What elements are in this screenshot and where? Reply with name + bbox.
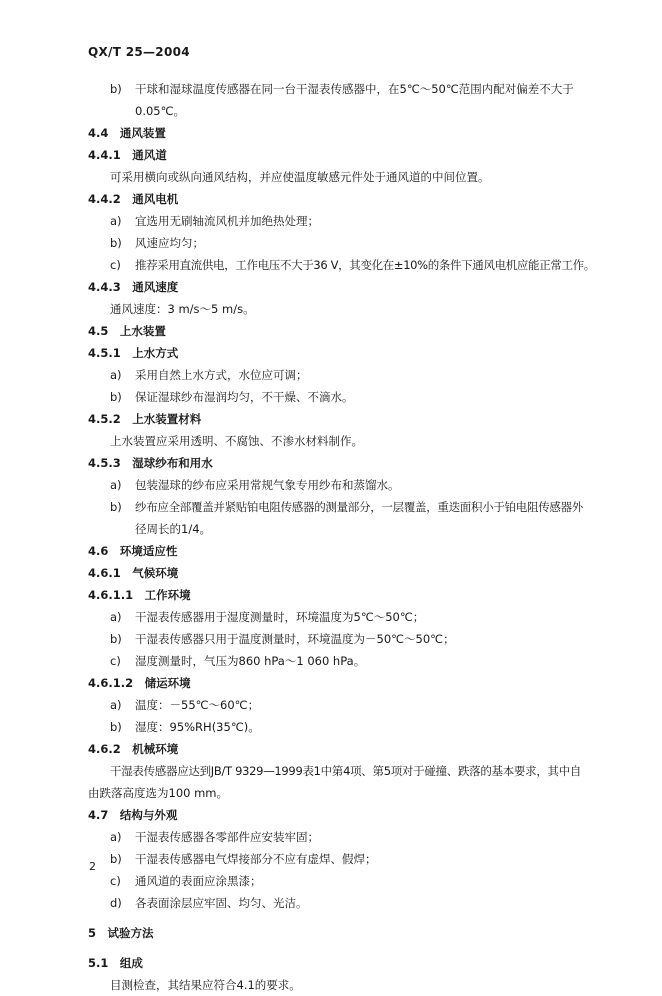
section-gap: [88, 944, 610, 952]
list-marker: b): [110, 500, 122, 514]
section-heading: 4.5 上水装置: [88, 324, 166, 338]
list-item: [88, 232, 610, 254]
list-item: [88, 694, 610, 716]
list-text: 包装湿球的纱布应采用常规气象专用纱布和蒸馏水。: [135, 478, 400, 492]
list-marker: a): [110, 698, 122, 712]
list-text: 温度：－55℃～60℃；: [135, 698, 260, 712]
list-marker: a): [110, 830, 122, 844]
list-text: 湿度测量时，气压为860 hPa～1 060 hPa。: [135, 654, 366, 668]
list-marker: d): [110, 896, 122, 910]
list-text: 宜选用无刷轴流风机并加绝热处理；: [135, 214, 319, 228]
paragraph: 目测检查，其结果应符合4.1的要求。: [110, 978, 301, 992]
section-gap: [88, 914, 610, 922]
document-body: [88, 78, 610, 996]
list-text: 干球和湿球温度传感器在同一台干湿表传感器中，在5℃～50℃范围内配对偏差不大于: [135, 82, 574, 96]
section-heading: 4.6 环境适应性: [88, 544, 178, 558]
list-text: 风速应均匀；: [135, 236, 204, 250]
list-marker: a): [110, 610, 122, 624]
section-heading: 5.1 组成: [88, 956, 143, 970]
document-code: QX/T 25—2004: [88, 45, 190, 59]
list-marker: b): [110, 390, 122, 404]
list-marker: b): [110, 82, 122, 96]
subsection-heading: 4.4.3 通风速度: [88, 280, 179, 294]
subsection-heading: 4.6.2 机械环境: [88, 742, 179, 756]
list-text: 干湿表传感器只用于温度测量时，环境温度为－50℃～50℃；: [135, 632, 455, 646]
subsection-heading: 4.6.1 气候环境: [88, 566, 179, 580]
list-marker: b): [110, 720, 122, 734]
list-marker: c): [110, 874, 121, 888]
subsection-heading: 4.5.3 湿球纱布和用水: [88, 456, 213, 470]
list-item: [88, 210, 610, 232]
list-marker: c): [110, 654, 121, 668]
list-item-continuation: 0.05℃。: [135, 104, 186, 118]
subsection-heading: 4.4.2 通风电机: [88, 192, 179, 206]
paragraph: 上水装置应采用透明、不腐蚀、不渗水材料制作。: [110, 434, 363, 448]
list-item: [88, 628, 610, 650]
list-text: 各表面涂层应牢固、均匀、光洁。: [135, 896, 308, 910]
list-text: 通风道的表面应涂黑漆；: [135, 874, 262, 888]
list-item: [88, 474, 610, 496]
list-item: [88, 848, 610, 870]
paragraph: 干湿表传感器应达到JB/T 9329—1999表1中第4项、第5项对于碰撞、跌落的基本要求，其中自: [110, 764, 582, 778]
list-item: [88, 826, 610, 848]
section-heading: 4.7 结构与外观: [88, 808, 178, 822]
list-item: [88, 364, 610, 386]
list-text: 采用自然上水方式，水位应可调；: [135, 368, 308, 382]
list-marker: b): [110, 852, 122, 866]
list-item-continuation: 径周长的1/4。: [135, 522, 212, 536]
list-text: 干湿表传感器电气焊接部分不应有虚焊、假焊；: [135, 852, 377, 866]
subsubsection-heading: 4.6.1.2 储运环境: [88, 676, 191, 690]
list-item: [88, 870, 610, 892]
list-text: 保证湿球纱布湿润均匀，不干燥、不滴水。: [135, 390, 354, 404]
list-marker: b): [110, 632, 122, 646]
list-marker: a): [110, 368, 122, 382]
subsubsection-heading: 4.6.1.1 工作环境: [88, 588, 191, 602]
list-item: [88, 496, 610, 518]
list-item: [88, 386, 610, 408]
list-text: 湿度：95%RH(35℃)。: [135, 720, 260, 734]
list-text: 推荐采用直流供电，工作电压不大于36 V，其变化在±10%的条件下通风电机应能正常工作。: [135, 258, 595, 272]
subsection-heading: 4.4.1 通风道: [88, 148, 167, 162]
list-item: [88, 716, 610, 738]
subsection-heading: 4.5.1 上水方式: [88, 346, 179, 360]
list-text: 干湿表传感器用于湿度测量时，环境温度为5℃～50℃；: [135, 610, 425, 624]
section-heading: 4.4 通风装置: [88, 126, 166, 140]
list-item: [88, 606, 610, 628]
list-marker: c): [110, 258, 121, 272]
list-marker: a): [110, 478, 122, 492]
list-text: 纱布应全部覆盖并紧贴铂电阻传感器的测量部分，一层覆盖，重迭面积小于铂电阻传感器外: [135, 500, 583, 514]
list-item: [88, 892, 610, 914]
list-text: 干湿表传感器各零部件应安装牢固；: [135, 830, 319, 844]
paragraph: 可采用横向或纵向通风结构，并应使温度敏感元件处于通风道的中间位置。: [110, 170, 490, 184]
list-item: [88, 650, 610, 672]
page-number: 2: [89, 860, 96, 873]
chapter-heading: 5 试验方法: [88, 926, 154, 940]
paragraph-continuation: 由跌落高度选为100 mm。: [88, 786, 229, 800]
list-marker: a): [110, 214, 122, 228]
list-item: [88, 254, 610, 276]
list-marker: b): [110, 236, 122, 250]
subsection-heading: 4.5.2 上水装置材料: [88, 412, 202, 426]
list-item: [88, 78, 610, 100]
paragraph: 通风速度：3 m/s～5 m/s。: [110, 302, 255, 316]
